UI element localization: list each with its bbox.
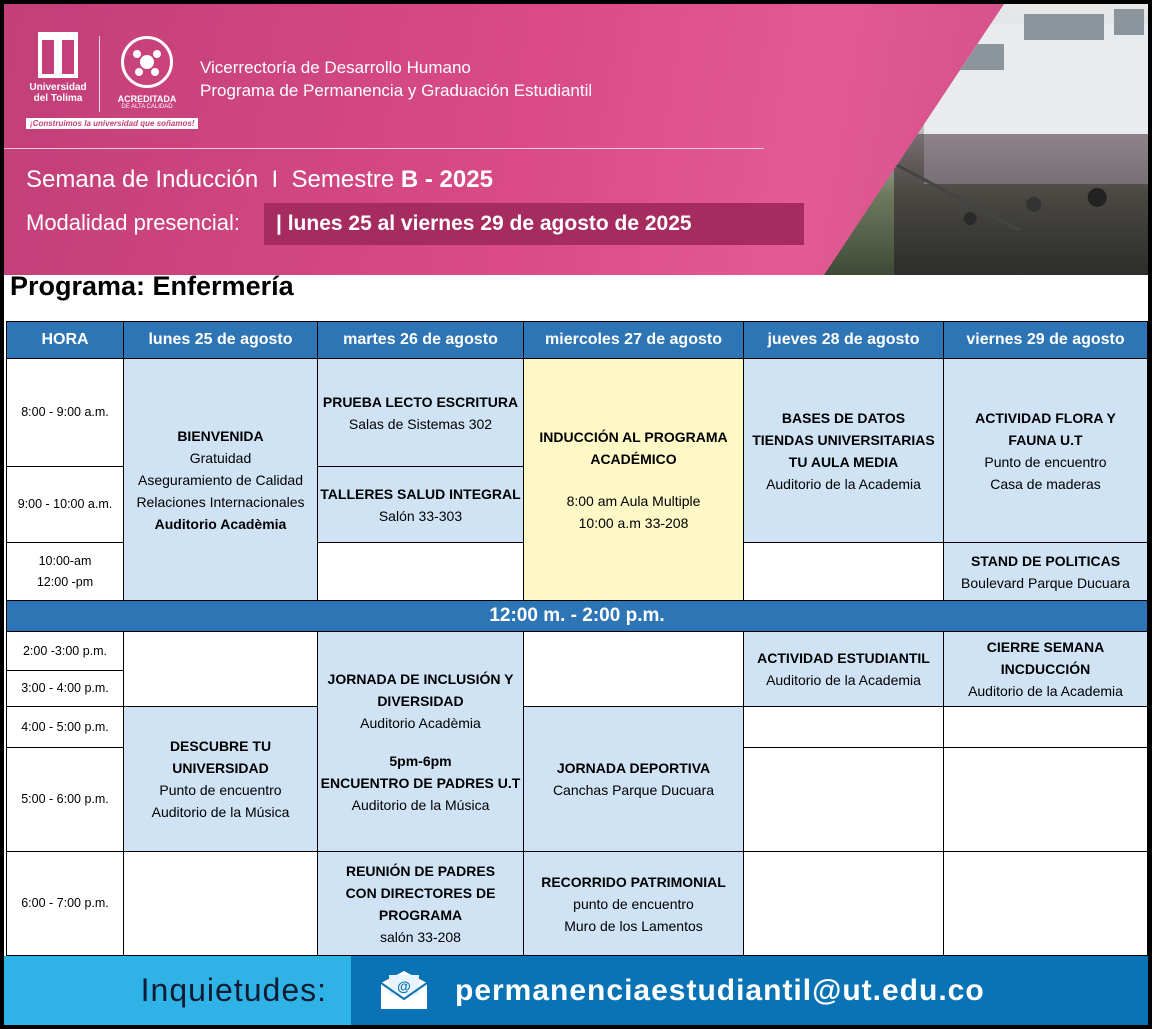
friday-empty-4pm xyxy=(943,706,1148,748)
event-title: Semana de Inducción I Semestre B - 2025 xyxy=(26,166,493,193)
tuesday-empty-slot xyxy=(317,542,524,601)
monday-welcome: BIENVENIDA Gratuidad Aseguramiento de Calidad Relaciones Internacionales Auditorio Acadèmia xyxy=(123,358,318,601)
hour-6-7: 6:00 - 7:00 p.m. xyxy=(6,851,124,956)
friday-closing: CIERRE SEMANA INCDUCCIÓN Auditorio de la Academia xyxy=(943,631,1148,707)
email-icon xyxy=(379,971,429,1011)
lunch-break: 12:00 m. - 2:00 p.m. xyxy=(6,600,1148,632)
tuesday-parents-meeting: REUNIÓN DE PADRES CON DIRECTORES DE PROGRAMA salón 33-208 xyxy=(317,851,524,956)
friday-flora-fauna: ACTIVIDAD FLORA Y FAUNA U.T Punto de encuentro Casa de maderas xyxy=(943,358,1148,543)
university-logo: Universidad del Tolima xyxy=(26,32,90,104)
tuesday-inclusion-diversity: JORNADA DE INCLUSIÓN Y DIVERSIDAD Auditorio Acadèmia 5pm-6pm ENCUENTRO DE PADRES U.T Auditorio de la Música xyxy=(317,631,524,852)
page xyxy=(4,4,1148,1025)
header-banner xyxy=(4,4,1148,275)
hour-9-10: 9:00 - 10:00 a.m. xyxy=(6,466,124,543)
header-tuesday: martes 26 de agosto xyxy=(317,321,524,359)
logo-divider xyxy=(99,36,100,112)
accreditation-logo: ACREDITADA DE ALTA CALIDAD xyxy=(114,36,180,111)
program-title: Programa: Enfermería xyxy=(10,271,294,301)
monday-discover-university: DESCUBRE TU UNIVERSIDAD Punto de encuentro Auditorio de la Música xyxy=(123,706,318,852)
footer xyxy=(4,956,1148,1025)
thursday-empty-5pm xyxy=(743,747,944,852)
svg-text:@: @ xyxy=(397,978,411,994)
inquiries-label: Inquietudes: xyxy=(4,956,351,1025)
thursday-empty-slot xyxy=(743,542,944,601)
modality-label: Modalidad presencial: xyxy=(26,210,241,235)
event-dates: | lunes 25 al viernes 29 de agosto de 2025 xyxy=(264,203,804,245)
thursday-databases: BASES DE DATOS TIENDAS UNIVERSITARIAS TU AULA MEDIA Auditorio de la Academia xyxy=(743,358,944,543)
hour-10-12: 10:00-am 12:00 -pm xyxy=(6,542,124,601)
accreditation-seal-icon xyxy=(121,36,173,88)
friday-policies-stand: STAND DE POLITICAS Boulevard Parque Ducuara xyxy=(943,542,1148,601)
tuesday-reading-test: PRUEBA LECTO ESCRITURA Salas de Sistemas 302 xyxy=(317,358,524,467)
wednesday-sports-day: JORNADA DEPORTIVA Canchas Parque Ducuara xyxy=(523,706,744,852)
hour-8-9: 8:00 - 9:00 a.m. xyxy=(6,358,124,467)
ut-logo-icon xyxy=(38,32,78,78)
wednesday-heritage-tour: RECORRIDO PATRIMONIAL punto de encuentro Muro de los Lamentos xyxy=(523,851,744,956)
thursday-student-activity: ACTIVIDAD ESTUDIANTIL Auditorio de la Academia xyxy=(743,631,944,707)
thursday-empty-4pm xyxy=(743,706,944,748)
hour-4-5: 4:00 - 5:00 p.m. xyxy=(6,706,124,748)
friday-empty-6pm xyxy=(943,851,1148,956)
tuesday-health-workshops: TALLERES SALUD INTEGRAL Salón 33-303 xyxy=(317,466,524,543)
contact-email[interactable]: permanenciaestudiantil@ut.edu.co xyxy=(455,974,985,1007)
students-photo xyxy=(824,4,1148,275)
wednesday-program-induction: INDUCCIÓN AL PROGRAMA ACADÉMICO 8:00 am Aula Multiple 10:00 a.m 33-208 xyxy=(523,358,744,601)
monday-empty-evening xyxy=(123,851,318,956)
thursday-empty-6pm xyxy=(743,851,944,956)
slogan: ¡Construimos la universidad que soñamos! xyxy=(26,118,198,129)
banner-divider xyxy=(4,148,764,149)
hour-5-6: 5:00 - 6:00 p.m. xyxy=(6,747,124,852)
hour-2-3: 2:00 -3:00 p.m. xyxy=(6,631,124,671)
header-thursday: jueves 28 de agosto xyxy=(743,321,944,359)
header-friday: viernes 29 de agosto xyxy=(943,321,1148,359)
header-hora: HORA xyxy=(6,321,124,359)
office-title: Vicerrectoría de Desarrollo Humano Programa de Permanencia y Graduación Estudiantil xyxy=(200,58,593,100)
monday-empty-slot xyxy=(123,631,318,707)
header-wednesday: miercoles 27 de agosto xyxy=(523,321,744,359)
friday-empty-5pm xyxy=(943,747,1148,852)
header-monday: lunes 25 de agosto xyxy=(123,321,318,359)
hour-3-4: 3:00 - 4:00 p.m. xyxy=(6,670,124,707)
wednesday-empty-slot xyxy=(523,631,744,707)
